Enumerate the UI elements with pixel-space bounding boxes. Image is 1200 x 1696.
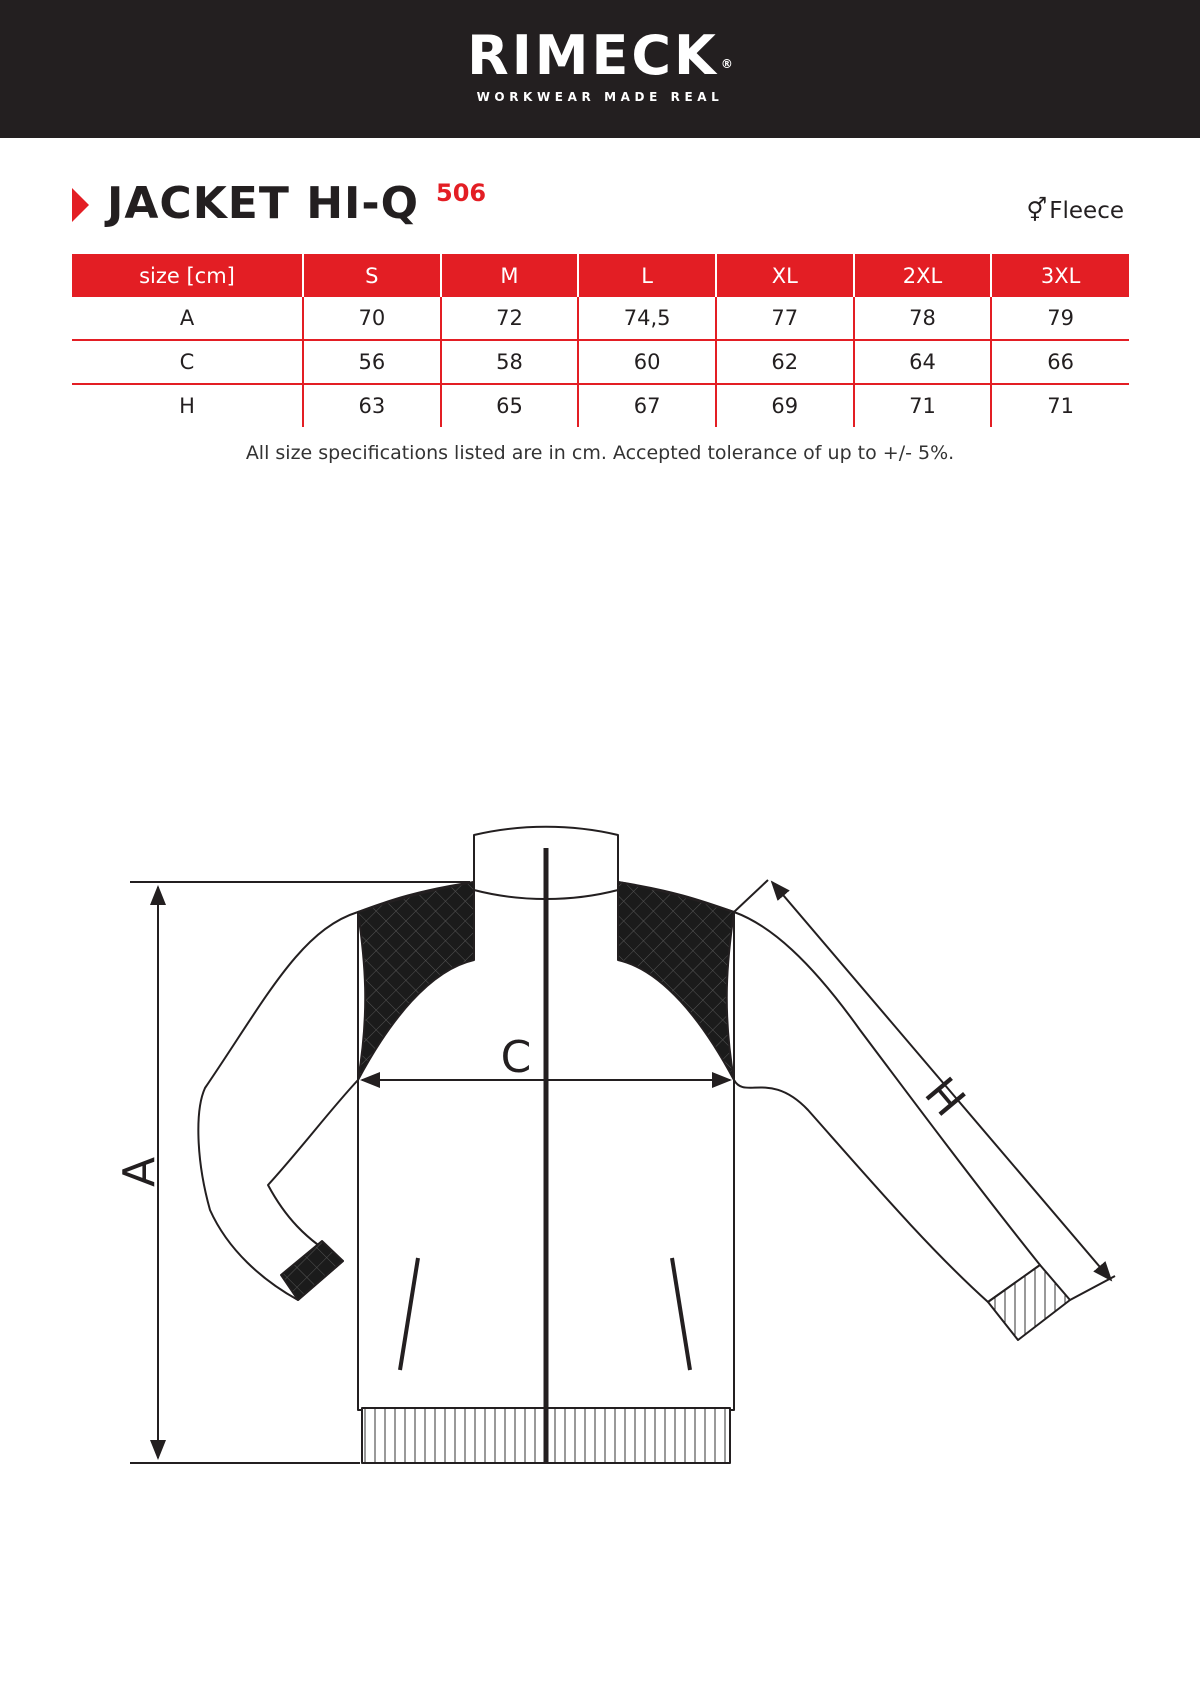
table-cell: 56 xyxy=(303,340,441,384)
table-cell: 66 xyxy=(991,340,1129,384)
unisex-icon: ⚥ xyxy=(1026,198,1048,224)
table-cell: A xyxy=(72,297,303,340)
table-cell: 67 xyxy=(578,384,716,427)
dimension-h-guide-top xyxy=(734,880,768,912)
table-cell: 58 xyxy=(441,340,579,384)
material-name: Fleece xyxy=(1049,198,1124,224)
model-number: 506 xyxy=(436,179,487,207)
right-sleeve xyxy=(734,912,1040,1302)
table-header-cell: size [cm] xyxy=(72,254,303,297)
table-header-cell: 3XL xyxy=(991,254,1129,297)
table-cell: 71 xyxy=(1047,394,1074,418)
product-title: JACKET HI-Q xyxy=(107,178,420,229)
table-cell: 77 xyxy=(716,297,854,340)
left-sleeve xyxy=(198,912,358,1300)
registered-mark: ® xyxy=(720,57,733,71)
table-cell: 70 xyxy=(303,297,441,340)
table-cell: 72 xyxy=(441,297,579,340)
table-cell: 60 xyxy=(578,340,716,384)
table-header-cell: M xyxy=(441,254,579,297)
table-cell: 71 xyxy=(854,384,992,427)
table-cell: 78 xyxy=(854,297,992,340)
table-cell: 74,5 xyxy=(578,297,716,340)
brand-name: RIMECK xyxy=(467,24,719,87)
table-cell: C xyxy=(72,340,303,384)
table-header-cell: S xyxy=(303,254,441,297)
dimension-h-guide-bottom xyxy=(1070,1276,1115,1300)
table-header-cell: XL xyxy=(716,254,854,297)
dimension-c-label: C xyxy=(500,1032,532,1083)
table-cell: 62 xyxy=(716,340,854,384)
table-cell: 69 xyxy=(716,384,854,427)
dimension-a-label: A xyxy=(114,1156,165,1188)
tolerance-note: All size specifications listed are in cm. Accepted tolerance of up to +/- 5%. xyxy=(245,442,955,464)
table-cell: 79 xyxy=(991,297,1129,340)
table-cell: 63 xyxy=(303,384,441,427)
table-cell: H xyxy=(72,384,303,427)
brand-tagline: WORKWEAR MADE REAL xyxy=(476,90,724,104)
table-header-cell: 2XL xyxy=(854,254,992,297)
table-cell: 64 xyxy=(854,340,992,384)
dimension-h-label: H xyxy=(916,1066,978,1125)
table-cell: 65 xyxy=(441,384,579,427)
table-header-cell: L xyxy=(578,254,716,297)
